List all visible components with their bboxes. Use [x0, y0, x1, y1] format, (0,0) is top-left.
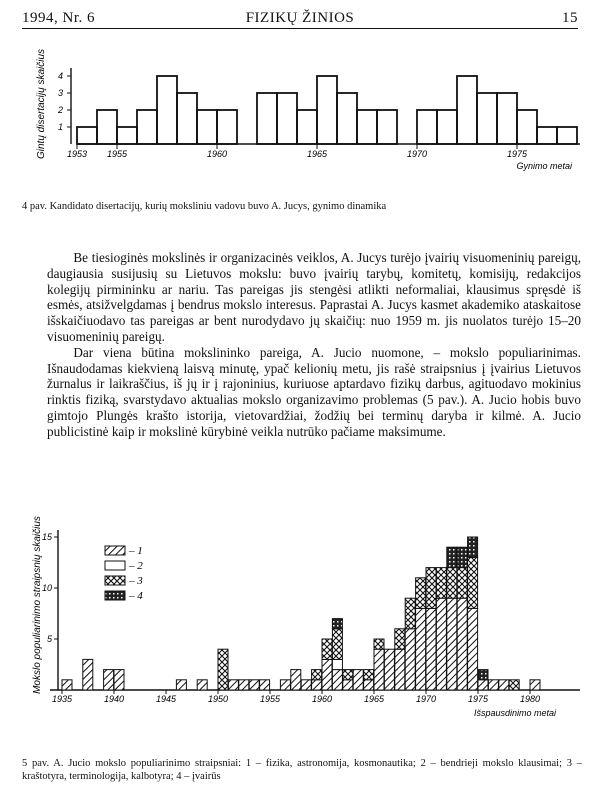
- bar-segment-series-1: [478, 680, 488, 690]
- x-tick-label: 1935: [51, 694, 73, 704]
- bar-segment-series-1: [343, 680, 353, 690]
- bar-segment-series-3: [374, 639, 384, 649]
- bar-segment-series-1: [530, 680, 540, 690]
- x-tick-label: 1970: [415, 694, 437, 704]
- x-axis-label: Gynimo metai: [516, 161, 572, 171]
- x-tick-label: 1955: [259, 694, 281, 704]
- bar-segment-series-3: [436, 568, 446, 599]
- x-tick-label: 1970: [406, 149, 428, 159]
- bar: [517, 110, 537, 144]
- bar: [157, 76, 177, 144]
- bar-segment-series-3: [405, 598, 415, 629]
- bar: [497, 93, 517, 144]
- x-tick-label: 1965: [306, 149, 328, 159]
- bar-segment-series-1: [416, 608, 426, 690]
- x-tick-label: 1960: [311, 694, 333, 704]
- bar: [317, 76, 337, 144]
- bar-segment-series-1: [291, 670, 301, 690]
- legend-swatch-3: [105, 576, 125, 585]
- x-tick-label: 1945: [155, 694, 177, 704]
- bar-segment-series-1: [312, 680, 322, 690]
- bar: [357, 110, 377, 144]
- x-tick-label: 1940: [103, 694, 125, 704]
- bar-segment-series-3: [457, 568, 467, 599]
- bar: [537, 127, 557, 144]
- bar-segment-series-3: [343, 670, 353, 680]
- x-tick-label: 1975: [506, 149, 528, 159]
- page-header: [22, 8, 578, 29]
- bar-segment-series-1: [301, 680, 311, 690]
- bar-segment-series-1: [384, 649, 394, 690]
- bar-segment-series-1: [260, 680, 270, 690]
- bar-segment-series-1: [280, 680, 290, 690]
- x-tick-label: 1950: [207, 694, 229, 704]
- y-axis-label: Mokslo populiarinimo straipsnių skaičius: [32, 516, 43, 694]
- bar-segment-series-1: [114, 670, 124, 690]
- bar-segment-series-3: [426, 568, 436, 609]
- paragraph: Be tiesioginės mokslinės ir organizacinės veiklos, A. Jucys turėjo įvairių visuomeninių pareigų, daugiausia susijusių su Lietuvos mokslu: buvo įvairių tarybų, komitetų, komisijų, redakcijos kolegijų pirmininku ar nariu. Tas pareigas jis stengėsi atlikti neformaliai, klausimus spręsdė iš esmės, atsižvelgdamas į bendrus mokslo interesus. Paprastai A. Jucys kasmet akademiko ataskaitose išskaičiuodavo tas pareigas ar bent nurodydavo jų skaičių: nuo 1959 m. jis nuolatos turėjo 15–20 visuomeninių pareigų.: [47, 250, 581, 344]
- y-tick-label: 15: [41, 532, 52, 542]
- bar: [137, 110, 157, 144]
- bar-segment-series-3: [468, 557, 478, 608]
- bar-segment-series-1: [104, 670, 114, 690]
- bar-segment-series-3: [218, 649, 228, 690]
- bar-segment-series-1: [353, 670, 363, 690]
- issue-label: 1994, Nr. 6: [22, 10, 95, 26]
- bar: [277, 93, 297, 144]
- bar: [417, 110, 437, 144]
- legend-swatch-2: [105, 561, 125, 570]
- figure-5-caption: 5 pav. A. Jucio mokslo populiarinimo straipsniai: 1 – fizika, astronomija, kosmonautika; 2 – bendrieji mokslo klausimai; 3 – kraštotyra, terminologija, kalbotyra; 4 – įvairūs: [22, 758, 582, 782]
- y-axis-label: Gintų disertacijų skaičius: [36, 48, 47, 160]
- bar: [337, 93, 357, 144]
- y-tick-label: 10: [41, 583, 52, 593]
- bar: [297, 110, 317, 144]
- article-body: [47, 250, 581, 440]
- bar-segment-series-1: [332, 670, 342, 690]
- bar-segment-series-1: [468, 608, 478, 690]
- figure-5-chart: [0, 500, 600, 750]
- bar: [377, 110, 397, 144]
- bar: [217, 110, 237, 144]
- y-tick-label: 3: [57, 88, 63, 98]
- bar-segment-series-1: [322, 659, 332, 690]
- bar-segment-series-2: [332, 659, 342, 669]
- y-tick-label: 2: [57, 105, 63, 115]
- bar-segment-series-1: [374, 649, 384, 690]
- bar-segment-series-4: [478, 670, 488, 680]
- figure-4-caption: 4 pav. Kandidato disertacijų, kurių moksliniu vadovu buvo A. Jucys, gynimo dinamika: [22, 201, 387, 212]
- bar-segment-series-4: [332, 619, 342, 629]
- journal-title: FIZIKŲ ŽINIOS: [245, 10, 355, 26]
- x-tick-label: 1955: [106, 149, 128, 159]
- bar: [257, 93, 277, 144]
- bar-segment-series-3: [447, 568, 457, 599]
- bar: [457, 76, 477, 144]
- bar-segment-series-1: [457, 598, 467, 690]
- bar-segment-series-4: [447, 547, 457, 567]
- figure-4-chart: [0, 48, 600, 190]
- bar-segment-series-3: [416, 578, 426, 609]
- x-tick-label: 1965: [363, 694, 385, 704]
- bar-segment-series-1: [176, 680, 186, 690]
- bar-segment-series-1: [426, 608, 436, 690]
- legend-label: – 1: [129, 545, 143, 557]
- bar-segment-series-3: [312, 670, 322, 680]
- bar-segment-series-3: [332, 629, 342, 660]
- bar: [117, 127, 137, 144]
- bar-segment-series-1: [239, 680, 249, 690]
- bar-segment-series-1: [249, 680, 259, 690]
- bar: [177, 93, 197, 144]
- bar-segment-series-1: [228, 680, 238, 690]
- bar: [437, 110, 457, 144]
- x-tick-label: 1960: [206, 149, 228, 159]
- legend-label: – 4: [129, 590, 143, 602]
- bar-segment-series-1: [405, 629, 415, 690]
- x-axis-label: Išspausdinimo metai: [473, 708, 556, 718]
- y-tick-label: 4: [57, 71, 63, 81]
- bar-segment-series-1: [364, 680, 374, 690]
- y-tick-label: 5: [46, 634, 52, 644]
- bar-segment-series-1: [395, 649, 405, 690]
- legend-label: – 3: [129, 575, 143, 587]
- x-tick-label: 1953: [66, 149, 88, 159]
- bar-segment-series-1: [83, 659, 93, 690]
- bar: [197, 110, 217, 144]
- bar: [477, 93, 497, 144]
- bar-segment-series-4: [468, 537, 478, 557]
- legend-label: – 2: [129, 560, 143, 572]
- paragraph: Dar viena būtina mokslininko pareiga, A. Jucio nuomone, – mokslo populiarinimas. Išnaudodamas kiekvieną laisvą minutę, ypač kelionių metu, jis rašė straipsnius į įvairius Lietuvos žurnalus ir laikraščius, iš jų ir į rajoninius, kuriuose aptardavo fizikų darbus, agituodavo mokinius rinktis fiziką, svarstydavo aktualias mokslo organizavimo problemas (5 pav.). A. Jucio hobis buvo gimtojo Plungės krašto istorija, vietovardžiai, žodžių bei terminų daryba ir kilmė. A. Jucio publicistinė kaip ir mokslinė kūrybinė veikla nutrūko pačiame maksimume.: [47, 344, 581, 439]
- x-tick-label: 1975: [467, 694, 489, 704]
- bar: [557, 127, 577, 144]
- bar-segment-series-1: [447, 598, 457, 690]
- legend-swatch-1: [105, 546, 125, 555]
- legend-swatch-4: [105, 591, 125, 600]
- bar-segment-series-1: [197, 680, 207, 690]
- bar: [97, 110, 117, 144]
- bar-segment-series-3: [509, 680, 519, 690]
- bar-segment-series-4: [457, 547, 467, 567]
- bar-segment-series-3: [364, 670, 374, 680]
- bar-segment-series-1: [488, 680, 498, 690]
- bar-segment-series-1: [436, 598, 446, 690]
- bar: [77, 127, 97, 144]
- y-tick-label: 1: [57, 122, 63, 132]
- bar-segment-series-1: [499, 680, 509, 690]
- bar-segment-series-1: [62, 680, 72, 690]
- x-tick-label: 1980: [519, 694, 541, 704]
- page-number: 15: [562, 10, 578, 26]
- bar-segment-series-3: [395, 629, 405, 649]
- bar-segment-series-3: [322, 639, 332, 659]
